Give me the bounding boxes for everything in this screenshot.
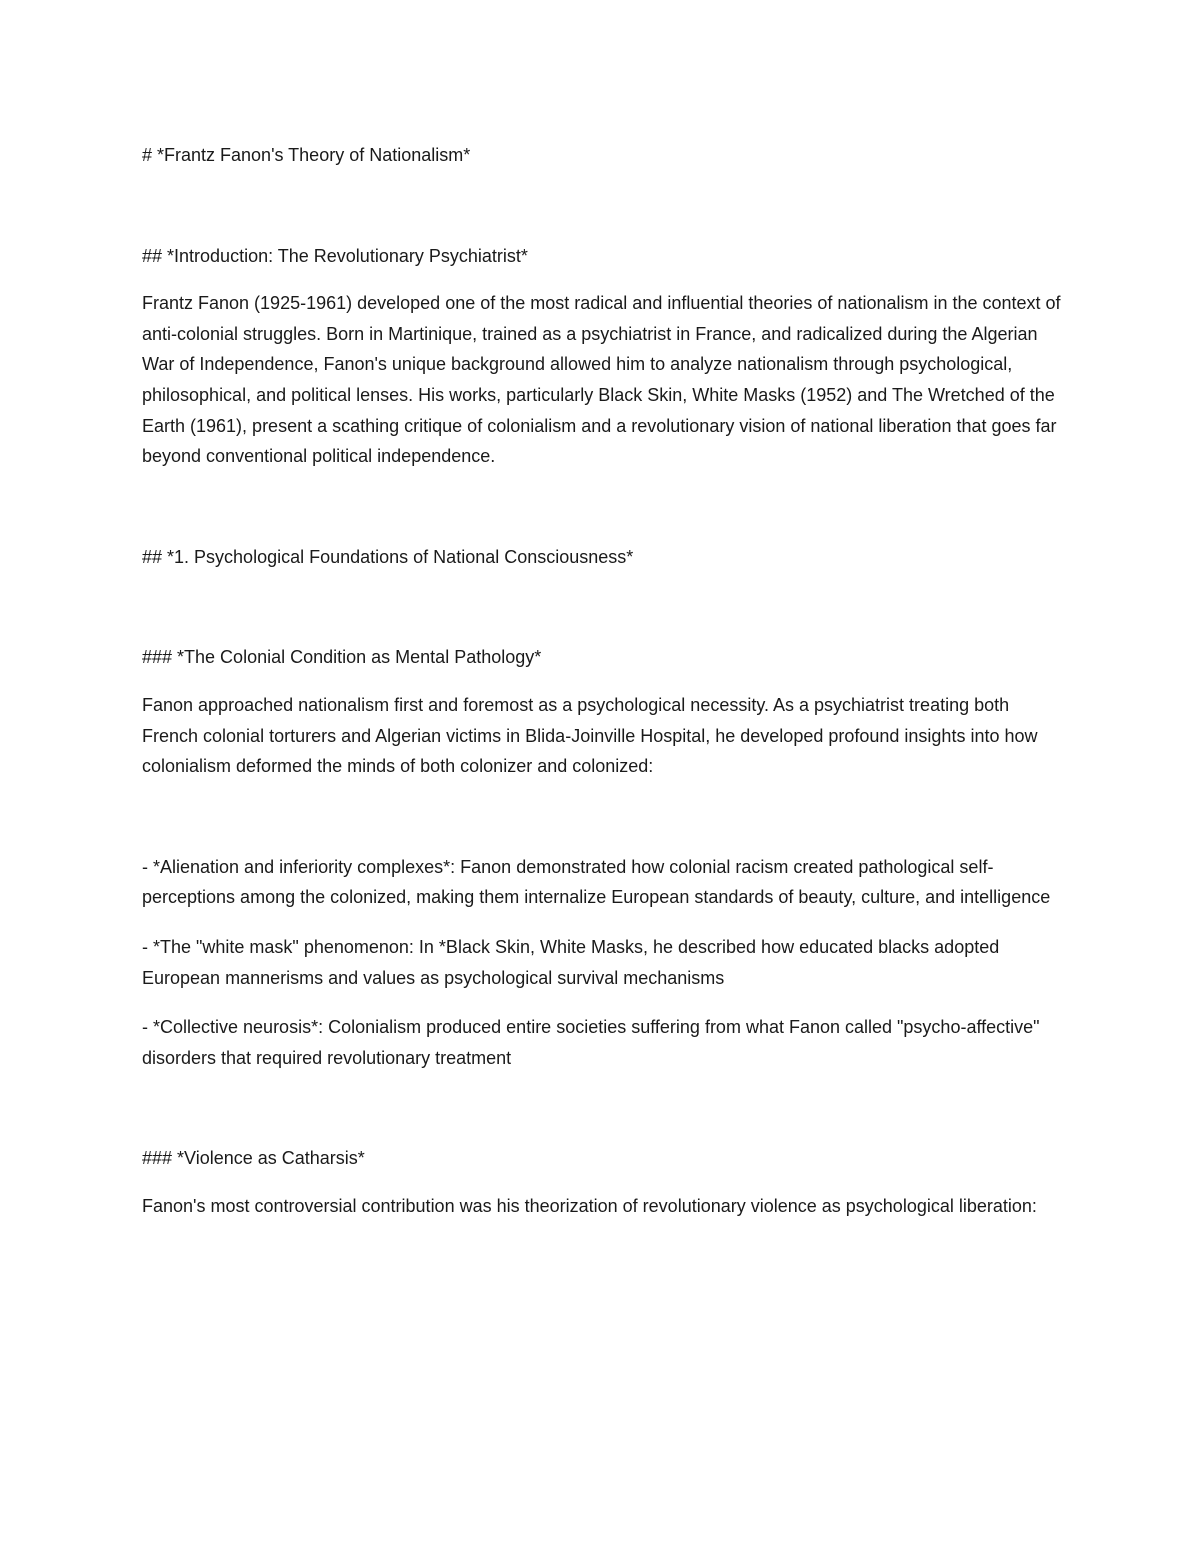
document-body	[142, 140, 1062, 1221]
list-item: - *The "white mask" phenomenon: In *Black Skin, White Masks, he described how educated blacks adopted European mannerisms and values as psychological survival mechanisms	[142, 936, 1000, 988]
intro-heading: ## *Introduction: The Revolutionary Psychiatrist*	[142, 245, 528, 266]
list-item: - *Collective neurosis*: Colonialism produced entire societies suffering from what Fanon called "psycho-affective" disorders that required revolutionary treatment	[142, 1017, 1040, 1068]
subsection2-heading: ### *Violence as Catharsis*	[142, 1148, 365, 1169]
subsection2-paragraph: Fanon's most controversial contribution was his theorization of revolutionary violence as psychological liberation:	[142, 1195, 1037, 1216]
subsection1-paragraph: Fanon approached nationalism first and foremost as a psychological necessity. As a psychiatrist treating both French colonial torturers and Algerian victims in Blida-Joinville Hospital, he developed profound insights into how colonialism deformed the minds of both colonizer and colonized:	[142, 694, 1038, 777]
list-item: - *Alienation and inferiority complexes*: Fanon demonstrated how colonial racism created pathological self-perceptions among the colonized, making them internalize European standards of beauty, culture, and intelligence	[142, 856, 1051, 908]
subsection1-heading: ### *The Colonial Condition as Mental Pathology*	[142, 647, 542, 668]
intro-paragraph: Frantz Fanon (1925-1961) developed one of the most radical and influential theories of nationalism in the context of anti-colonial struggles. Born in Martinique, trained as a psychiatrist in France, and radicalized during the Algerian War of Independence, Fanon's unique background allowed him to analyze nationalism through psychological, philosophical, and political lenses. His works, particularly Black Skin, White Masks (1952) and The Wretched of the Earth (1961), present a scathing critique of colonialism and a revolutionary vision of national liberation that goes far beyond conventional political independence.	[142, 293, 1061, 467]
section1-heading: ## *1. Psychological Foundations of National Consciousness*	[142, 546, 634, 567]
document-title: # *Frantz Fanon's Theory of Nationalism*	[142, 145, 471, 165]
